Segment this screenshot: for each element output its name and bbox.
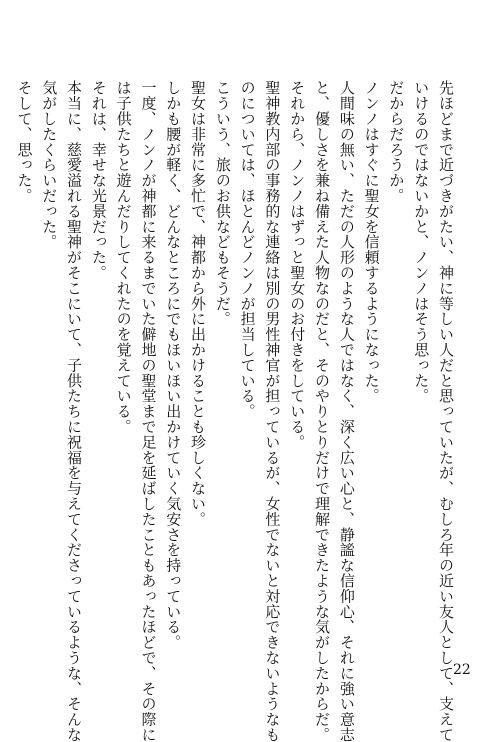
text-line-1: 先ほどまで近づきがたい、神に等しい人だと思っていたが、むしろ年の近い友人として、支えて <box>437 80 455 742</box>
text-line-4: ノンノはすぐに聖女を信頼するようになった。 <box>362 80 381 404</box>
text-line-5: 人間味の無い、ただの人形のような人ではなく、深く広い心と、静謐な信仰心、それに強い意志 <box>337 80 356 742</box>
text-line-11: 聖女は非常に多忙で、神都から外に出かけることも珍しくない。 <box>189 80 208 527</box>
text-line-3: だからだろうか。 <box>387 80 406 204</box>
text-line-7: それから、ノンノはずっと聖女のお付きをしている。 <box>288 80 307 450</box>
text-line-8: 聖神教内部の事務的な連絡は別の男性神官が担っているが、女性でないと対応できないようなも <box>263 80 282 742</box>
text-line-15: それは、幸せな光景だった。 <box>89 80 108 281</box>
body-text <box>12 80 458 742</box>
text-line-13: 一度、ノンノが神都に来るまでいた僻地の聖堂まで足を延ばしたこともあったほどで、その際に <box>139 80 158 742</box>
text-line-16: 本当に、慈愛溢れる聖神がそこにいて、子供たちに祝福を与えてくださっているような、そんな <box>65 80 84 742</box>
page-number: 22 <box>453 662 471 678</box>
text-line-14: は子供たちと遊んだりしてくれたのを覚えている。 <box>114 80 133 435</box>
text-line-9: のについては、ほとんどノンノが担当している。 <box>238 80 257 419</box>
text-line-2: いけるのではないかと、ノンノはそう思った。 <box>412 80 431 404</box>
text-line-10: こういう、旅のお供などもそうだ。 <box>213 80 232 327</box>
text-line-12: しかも腰が軽く、どんなところにでもほいほい出かけていく気安さを持っている。 <box>164 80 183 650</box>
text-line-6: と、優しさを兼ね備えた人物なのだと、そのやりとりだけで理解できたような気がしたからだ。 <box>313 80 332 742</box>
text-line-18: そして、思った。 <box>15 80 34 204</box>
text-line-17: 気がしたくらいだった。 <box>40 80 59 250</box>
